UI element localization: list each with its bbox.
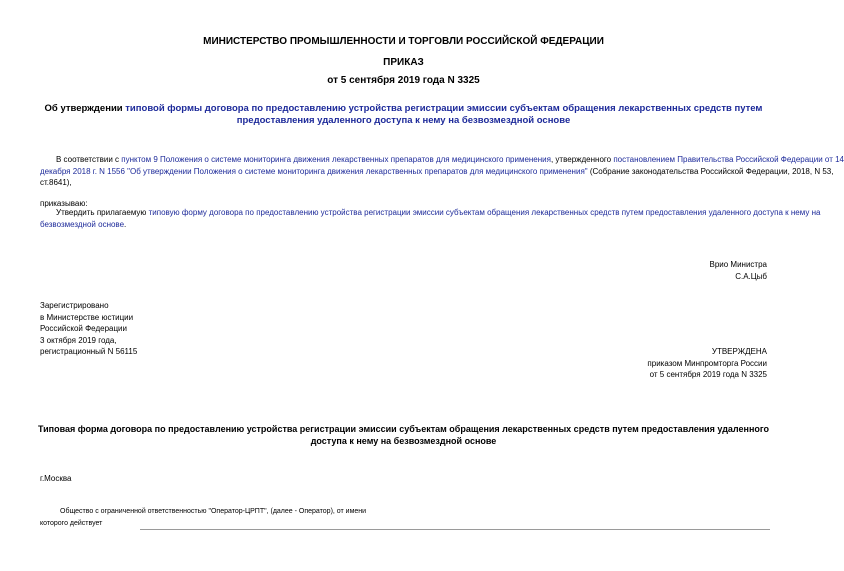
preamble-text: (Собрание законодательства Российской Федерации, 2018, N 53,	[587, 166, 834, 176]
preamble-line3: ст.8641),	[40, 178, 72, 187]
contract-line2: которого действует	[40, 520, 103, 527]
approved-stamp: УТВЕРЖДЕНА	[711, 347, 767, 356]
standard-form-link-cont[interactable]: безвозмездной основе	[40, 219, 125, 229]
signature-name: С.А.Цыб	[735, 271, 767, 281]
signature-block	[709, 259, 767, 282]
preamble-line1	[40, 154, 844, 166]
government-decree-link[interactable]: постановлением Правительства Российской Федерации от 14	[613, 155, 844, 164]
standard-form-link[interactable]: типовую форму договора по предоставлению устройства регистрации эмиссии субъектам обращения лекарственных средств путем предоставления удаленного доступа к нему на	[148, 208, 821, 217]
preamble-text: В соответствии с	[56, 155, 122, 164]
form-title	[30, 423, 777, 447]
registration-line: 3 октября 2019 года,	[40, 335, 117, 345]
preamble-line2	[40, 166, 834, 178]
approved-by-order: приказом Минпромторга России	[647, 358, 767, 368]
order-date-number: от 5 сентября 2019 года N 3325	[327, 75, 480, 86]
order-title-link-line2[interactable]: предоставления удаленного доступа к нему на безвозмездной основе	[236, 115, 571, 126]
order-title-link[interactable]: типовой формы договора по предоставлению устройства регистрации эмиссии субъектам обращения лекарственных средств путем	[125, 103, 763, 114]
registration-line: регистрационный N 56115	[40, 347, 138, 356]
city: г.Москва	[40, 474, 72, 483]
contract-line1: Общество с ограниченной ответственностью "Оператор-ЦРПТ", (далее - Оператор), от имени	[60, 508, 367, 515]
registration-block	[40, 300, 137, 358]
fill-in-rule	[140, 529, 770, 530]
registration-line: в Министерстве юстиции	[40, 312, 134, 322]
registration-line: Российской Федерации	[40, 324, 127, 333]
order-title-line1	[0, 103, 807, 115]
approve-end: .	[124, 219, 127, 229]
registration-line: Зарегистрировано	[40, 301, 109, 310]
form-title-line1: Типовая форма договора по предоставлению устройства регистрации эмиссии субъектам обращения лекарственных средств путем предоставления удаленного	[37, 424, 770, 434]
order-title	[0, 103, 807, 127]
regulation-point-link[interactable]: пунктом 9 Положения о системе мониторинга движения лекарственных препаратов для медицинского применения	[121, 155, 551, 164]
signature-position: Врио Министра	[709, 260, 767, 269]
ministry-heading: МИНИСТЕРСТВО ПРОМЫШЛЕННОСТИ И ТОРГОВЛИ РОССИЙСКОЙ ФЕДЕРАЦИИ	[203, 36, 604, 47]
orders-word: приказываю:	[40, 199, 88, 208]
government-decree-link-cont[interactable]: декабря 2018 г. N 1556 "Об утверждении Положения о системе мониторинга движения лекарственных препаратов для медицинского применения"	[40, 166, 588, 176]
approve-text: Утвердить прилагаемую	[56, 208, 149, 217]
form-title-line2: доступа к нему на безвозмездной основе	[310, 436, 497, 446]
order-heading: ПРИКАЗ	[383, 57, 424, 68]
approve-line2	[40, 219, 770, 231]
preamble-text: , утвержденного	[550, 155, 614, 164]
approve-paragraph	[40, 207, 821, 230]
approved-date: от 5 сентября 2019 года N 3325	[649, 370, 767, 379]
preamble-paragraph	[40, 154, 844, 189]
order-title-prefix: Об утверждении	[44, 103, 126, 114]
approve-line1	[40, 207, 821, 219]
approved-block	[647, 346, 767, 381]
